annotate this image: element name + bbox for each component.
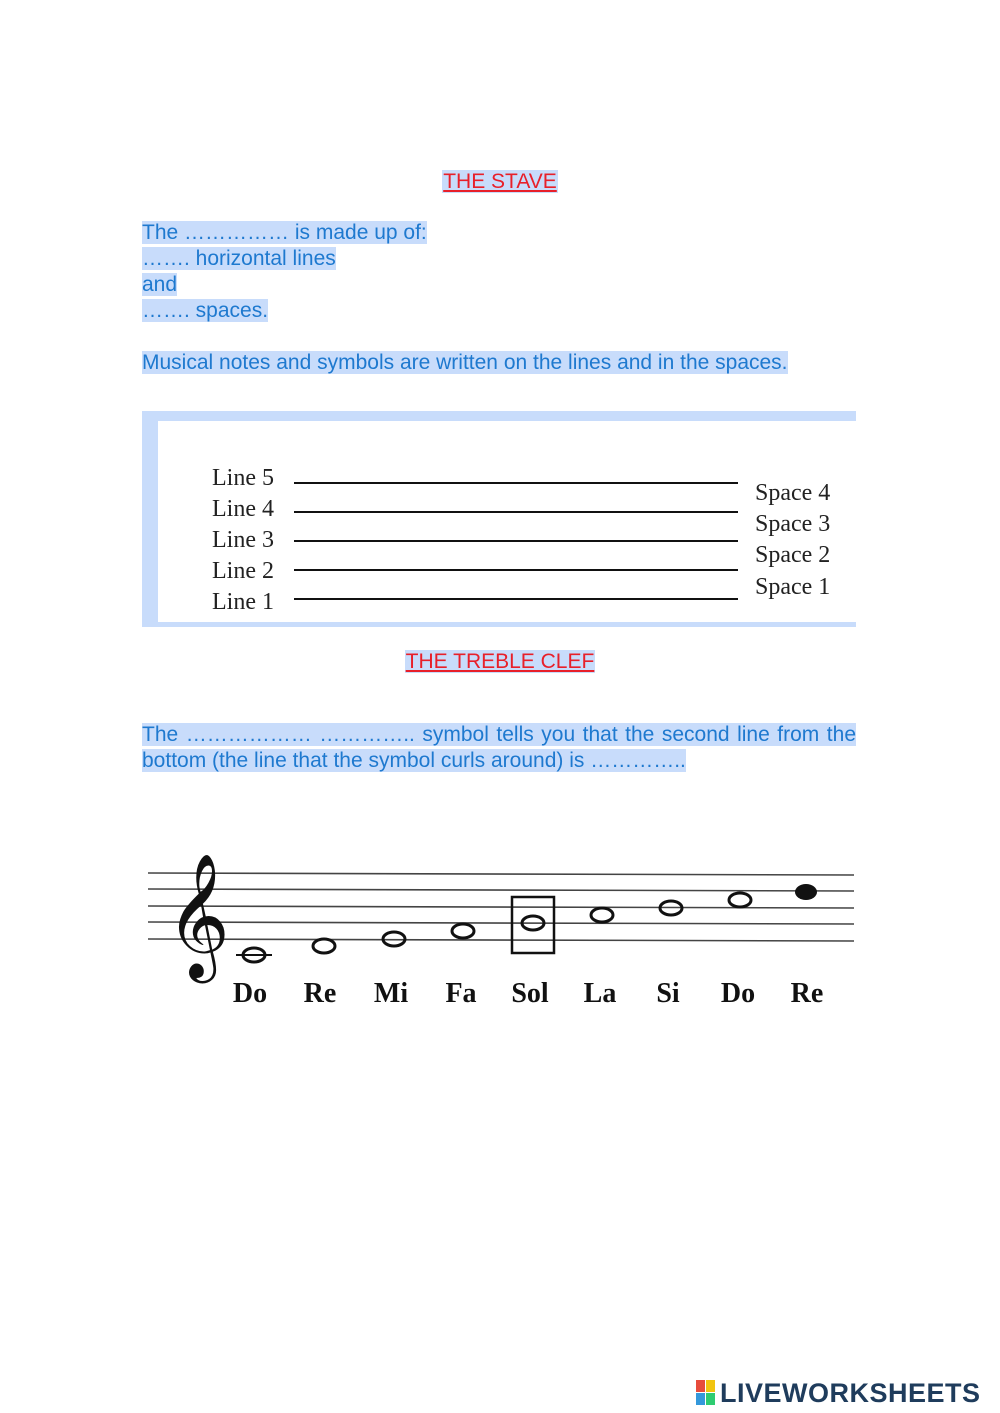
space-label-2: Space 2 [755,542,831,568]
space-label-1: Space 1 [755,574,831,600]
note-re [313,939,335,953]
note-la [591,908,613,922]
note-fa [452,924,474,938]
intro-line-4: ……. spaces. [142,299,269,322]
note-name-mi: Mi [373,978,409,1009]
note-name-si: Si [656,978,680,1009]
intro-line-3: and [142,273,178,296]
intro-line-1: The …………… is made up of: [142,221,427,244]
line-label-3: Line 3 [212,527,274,553]
sol-box [512,897,554,953]
logo-text: LIVEWORKSHEETS [720,1377,981,1408]
space-label-4: Space 4 [755,480,831,506]
stave-heading: THE STAVE [443,170,557,193]
notes [236,893,751,962]
note-name-la: La [583,978,617,1009]
staff-line-5 [148,873,854,875]
staff-lines [148,873,854,941]
note-name-sol: Sol [511,978,549,1009]
treble-clef-icon: 𝄞 [166,853,230,978]
staff-line-2 [148,922,854,924]
intro-line-2: ……. horizontal lines [142,247,336,270]
line-label-1: Line 1 [212,589,274,615]
treble-paragraph: The ……………… ………….. symbol tells you that the second line from the bottom (the line that the symbol curls around) is ………….. [142,723,856,772]
liveworksheets-logo [696,1376,981,1410]
staff-line-1 [148,939,854,941]
line-label-5: Line 5 [212,465,274,491]
note-name-re-high: Re [790,978,824,1009]
treble-heading: THE TREBLE CLEF [405,650,595,673]
liveworksheets-logo-icon [696,1380,716,1406]
note-name-do-high: Do [720,978,756,1009]
note-name-fa: Fa [445,978,477,1009]
note-name-do: Do [232,978,268,1009]
line-label-2: Line 2 [212,558,274,584]
stave-note: Musical notes and symbols are written on the lines and in the spaces. [142,351,788,374]
line-label-4: Line 4 [212,496,274,522]
space-label-3: Space 3 [755,511,831,537]
staff-line-4 [148,889,854,891]
note-do-high [729,893,751,907]
note-re-high [795,884,817,900]
note-name-re: Re [303,978,337,1009]
